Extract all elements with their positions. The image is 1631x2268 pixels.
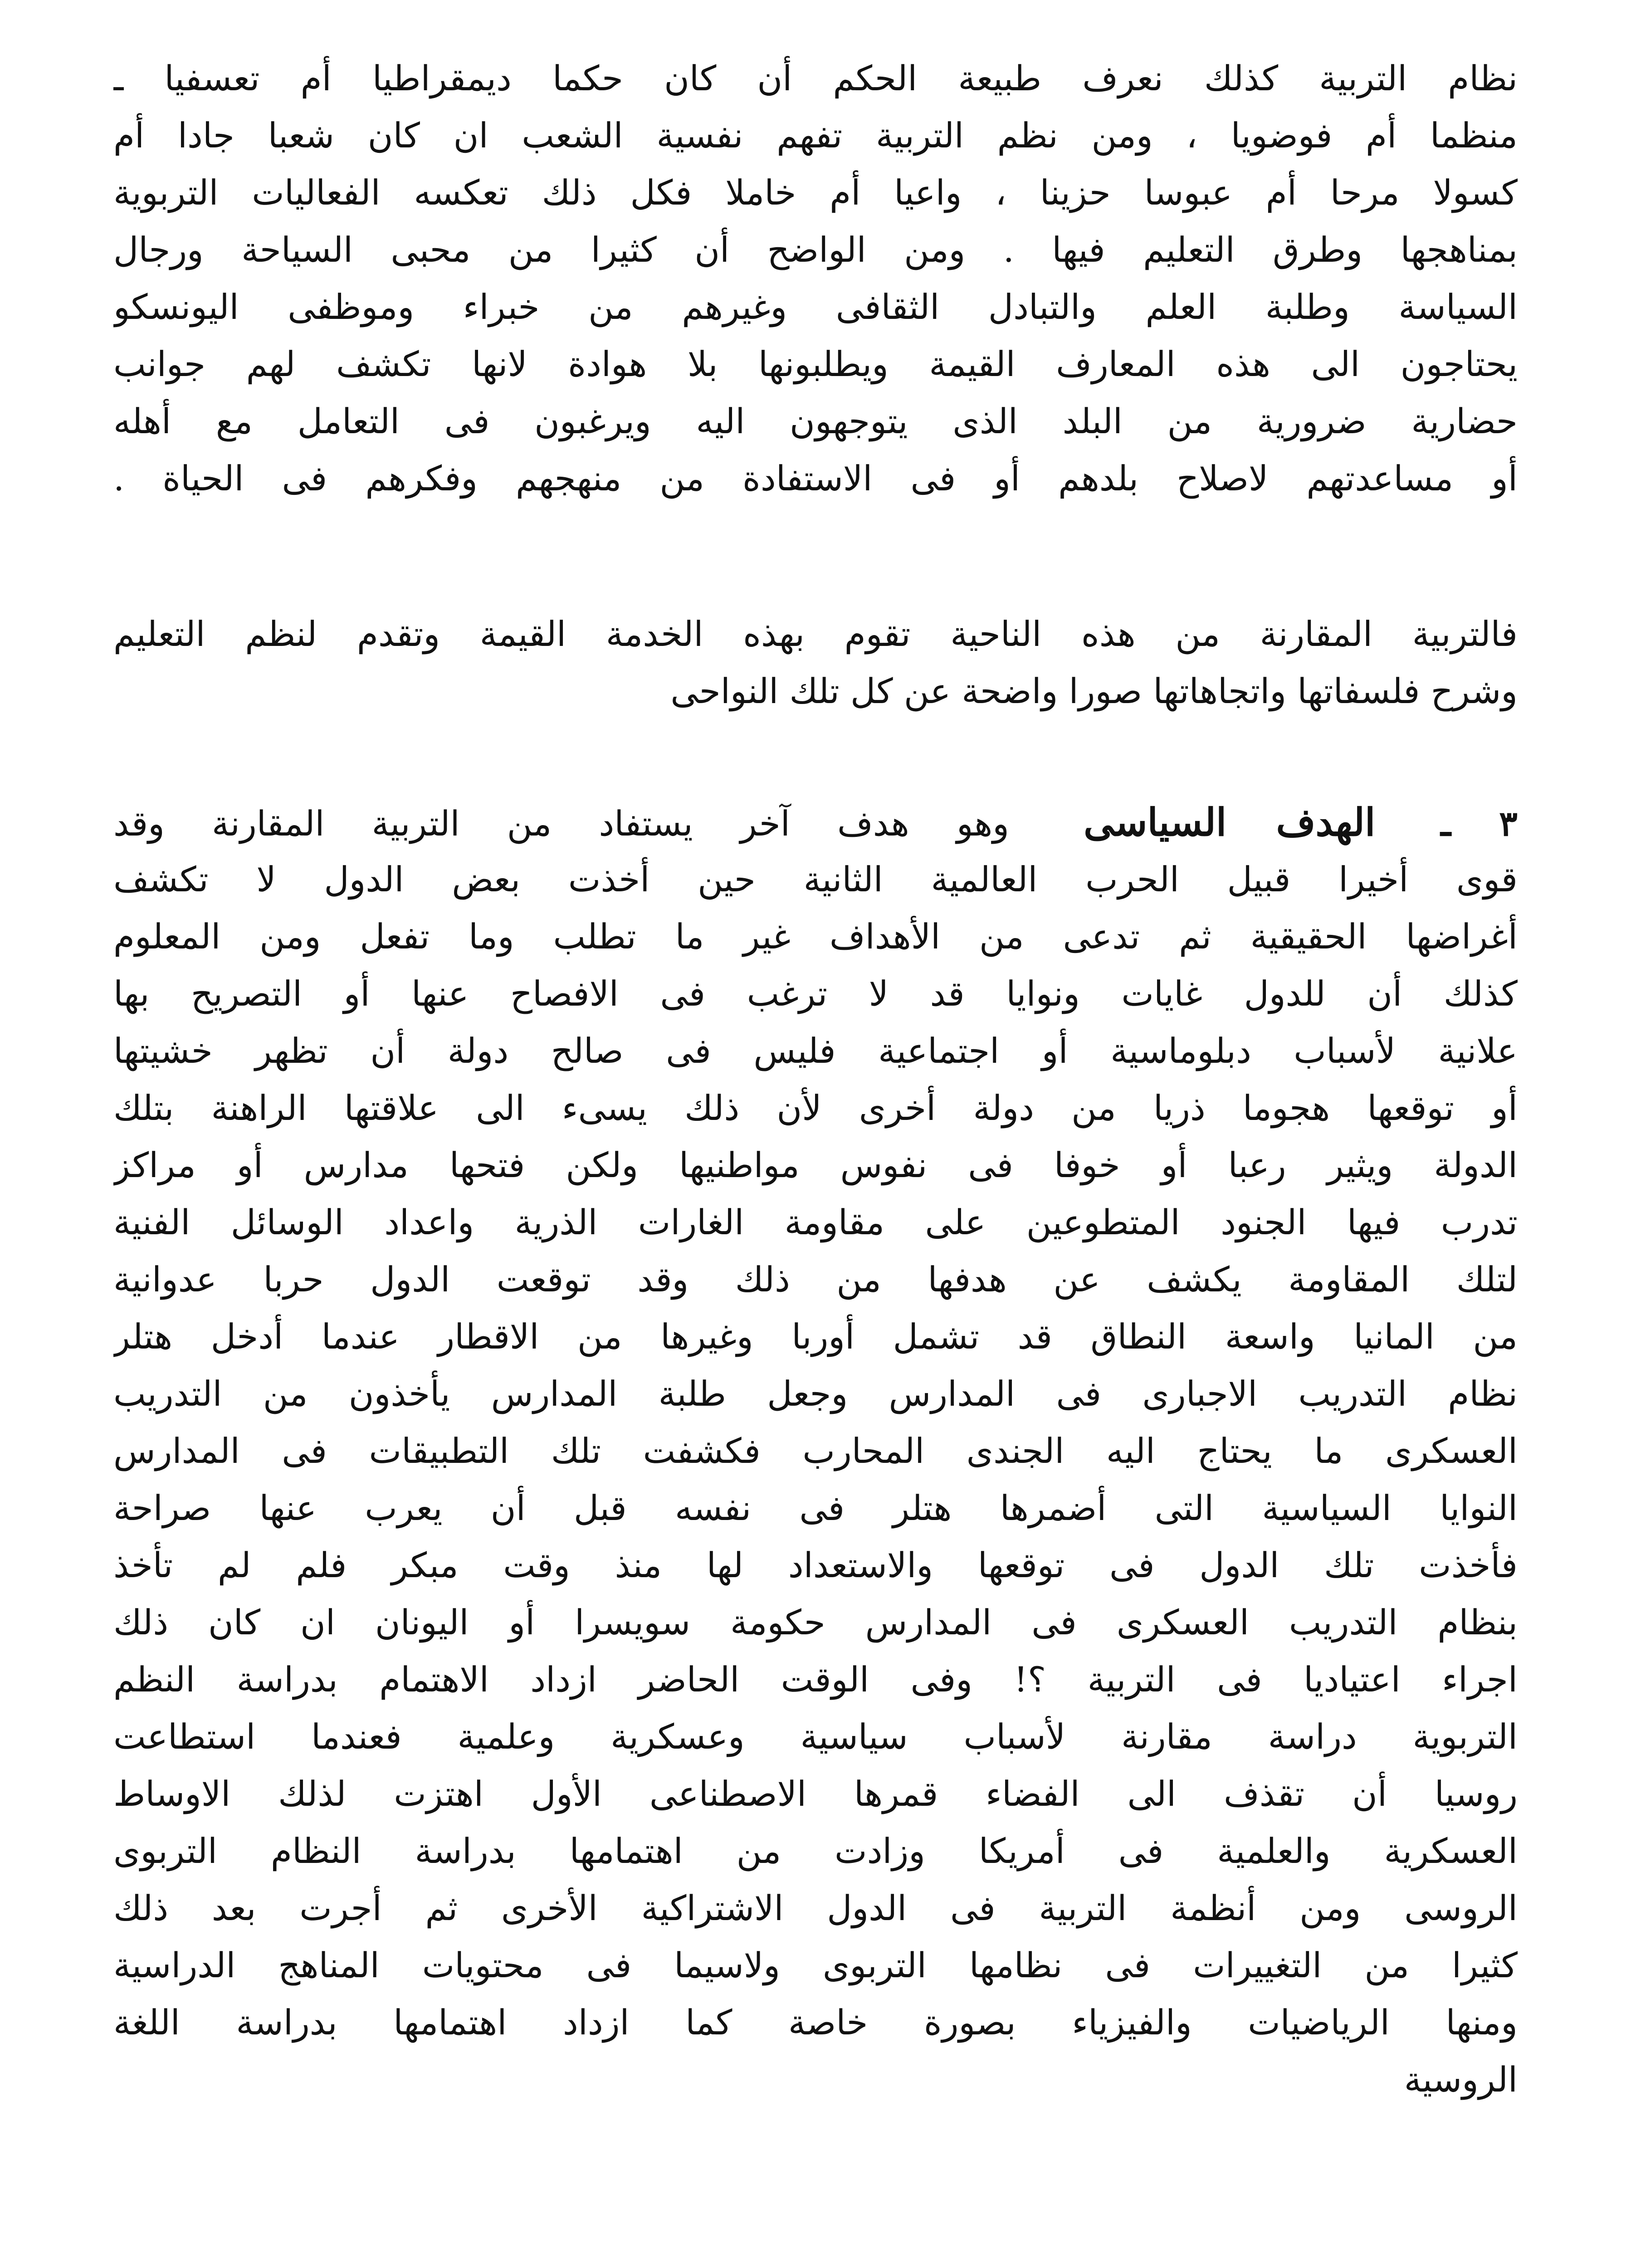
- text-line: الدولة ويثير رعبا أو خوفا فى نفوس مواطنيها ولكن فتحها مدارس أو مراكز: [113, 1145, 1518, 1185]
- text-line: بنظام التدريب العسكرى فى المدارس حكومة سويسرا أو اليونان ان كان ذلك: [113, 1602, 1518, 1642]
- text-line: وشرح فلسفاتها واتجاهاتها صورا واضحة عن كل تلك النواحى: [670, 671, 1518, 711]
- paragraph-1: [113, 50, 1518, 507]
- text-line: تدرب فيها الجنود المتطوعين على مقاومة الغارات الذرية واعداد الوسائل الفنية: [113, 1202, 1518, 1242]
- section-title: الهدف السياسى: [1084, 800, 1376, 845]
- text-line: الروسى ومن أنظمة التربية فى الدول الاشتراكية الأخرى ثم أجرت بعد ذلك: [113, 1888, 1518, 1928]
- text-line: العسكرية والعلمية فى أمريكا وزادت من اهتمامها بدراسة النظام التربوى: [113, 1831, 1518, 1871]
- text-line: أو مساعدتهم لاصلاح بلدهم أو فى الاستفادة من منهجهم وفكرهم فى الحياة .: [113, 458, 1518, 499]
- text-line: يحتاجون الى هذه المعارف القيمة ويطلبونها بلا هوادة لانها تكشف لهم جوانب: [113, 344, 1518, 384]
- text-line: اجراء اعتياديا فى التربية ؟! وفى الوقت الحاضر ازداد الاهتمام بدراسة النظم: [113, 1659, 1518, 1700]
- text-line: كثيرا من التغييرات فى نظامها التربوى ولاسيما فى محتويات المناهج الدراسية: [113, 1945, 1518, 1985]
- text-line: أو توقعها هجوما ذريا من دولة أخرى لأن ذلك يسىء الى علاقتها الراهنة بتلك: [113, 1088, 1518, 1128]
- text-line: أغراضها الحقيقية ثم تدعى من الأهداف غير ما تطلب وما تفعل ومن المعلوم: [113, 916, 1518, 957]
- section-heading-line: [113, 794, 1518, 851]
- text-line: فأخذت تلك الدول فى توقعها والاستعداد لها منذ وقت مبكر فلم لم تأخذ: [113, 1545, 1518, 1585]
- text-line: كسولا مرحا أم عبوسا حزينا ، واعيا أم خاملا فكل ذلك تعكسه الفعاليات التربوية: [113, 172, 1518, 213]
- text-line: فالتربية المقارنة من هذه الناحية تقوم بهذه الخدمة القيمة وتقدم لنظم التعليم: [113, 614, 1518, 654]
- section-3: [113, 794, 1518, 2108]
- text-line: قوى أخيرا قبيل الحرب العالمية الثانية حين أخذت بعض الدول لا تكشف: [113, 859, 1518, 899]
- text-line: ومنها الرياضيات والفيزياء بصورة خاصة كما ازداد اهتمامها بدراسة اللغة: [113, 2002, 1518, 2043]
- text-line: بمناهجها وطرق التعليم فيها . ومن الواضح أن كثيرا من محبى السياحة ورجال: [113, 230, 1518, 270]
- text-line: النوايا السياسية التى أضمرها هتلر فى نفسه قبل أن يعرب عنها صراحة: [113, 1488, 1518, 1528]
- text-line: لتلك المقاومة يكشف عن هدفها من ذلك وقد توقعت الدول حربا عدوانية: [113, 1259, 1518, 1300]
- text-line: من المانيا واسعة النطاق قد تشمل أوربا وغيرها من الاقطار عندما أدخل هتلر: [113, 1316, 1518, 1357]
- section-number: ٣ ـ: [1441, 803, 1518, 844]
- text-line: حضارية ضرورية من البلد الذى يتوجهون اليه ويرغبون فى التعامل مع أهله: [113, 401, 1518, 441]
- text-line: السياسة وطلبة العلم والتبادل الثقافى وغيرهم من خبراء وموظفى اليونسكو: [113, 287, 1518, 327]
- text-line: التربوية دراسة مقارنة لأسباب سياسية وعسكرية وعلمية فعندما استطاعت: [113, 1716, 1518, 1757]
- paragraph-2: [113, 606, 1518, 720]
- text-fragment: وهو هدف آخر يستفاد من التربية المقارنة وقد: [113, 803, 1009, 844]
- text-line: نظام التدريب الاجبارى فى المدارس وجعل طلبة المدارس يأخذون من التدريب: [113, 1374, 1518, 1414]
- text-line: نظام التربية كذلك نعرف طبيعة الحكم أن كان حكما ديمقراطيا أم تعسفيا ـ: [113, 58, 1518, 98]
- text-line: كذلك أن للدول غايات ونوايا قد لا ترغب فى الافصاح عنها أو التصريح بها: [113, 973, 1518, 1014]
- text-line: منظما أم فوضويا ، ومن نظم التربية تفهم نفسية الشعب ان كان شعبا جادا أم: [113, 115, 1518, 156]
- text-line: الروسية: [1404, 2059, 1518, 2100]
- text-line: العسكرى ما يحتاج اليه الجندى المحارب فكشفت تلك التطبيقات فى المدارس: [113, 1431, 1518, 1471]
- text-line: روسيا أن تقذف الى الفضاء قمرها الاصطناعى الأول اهتزت لذلك الاوساط: [113, 1774, 1518, 1814]
- text-line: علانية لأسباب دبلوماسية أو اجتماعية فليس فى صالح دولة أن تظهر خشيتها: [113, 1031, 1518, 1071]
